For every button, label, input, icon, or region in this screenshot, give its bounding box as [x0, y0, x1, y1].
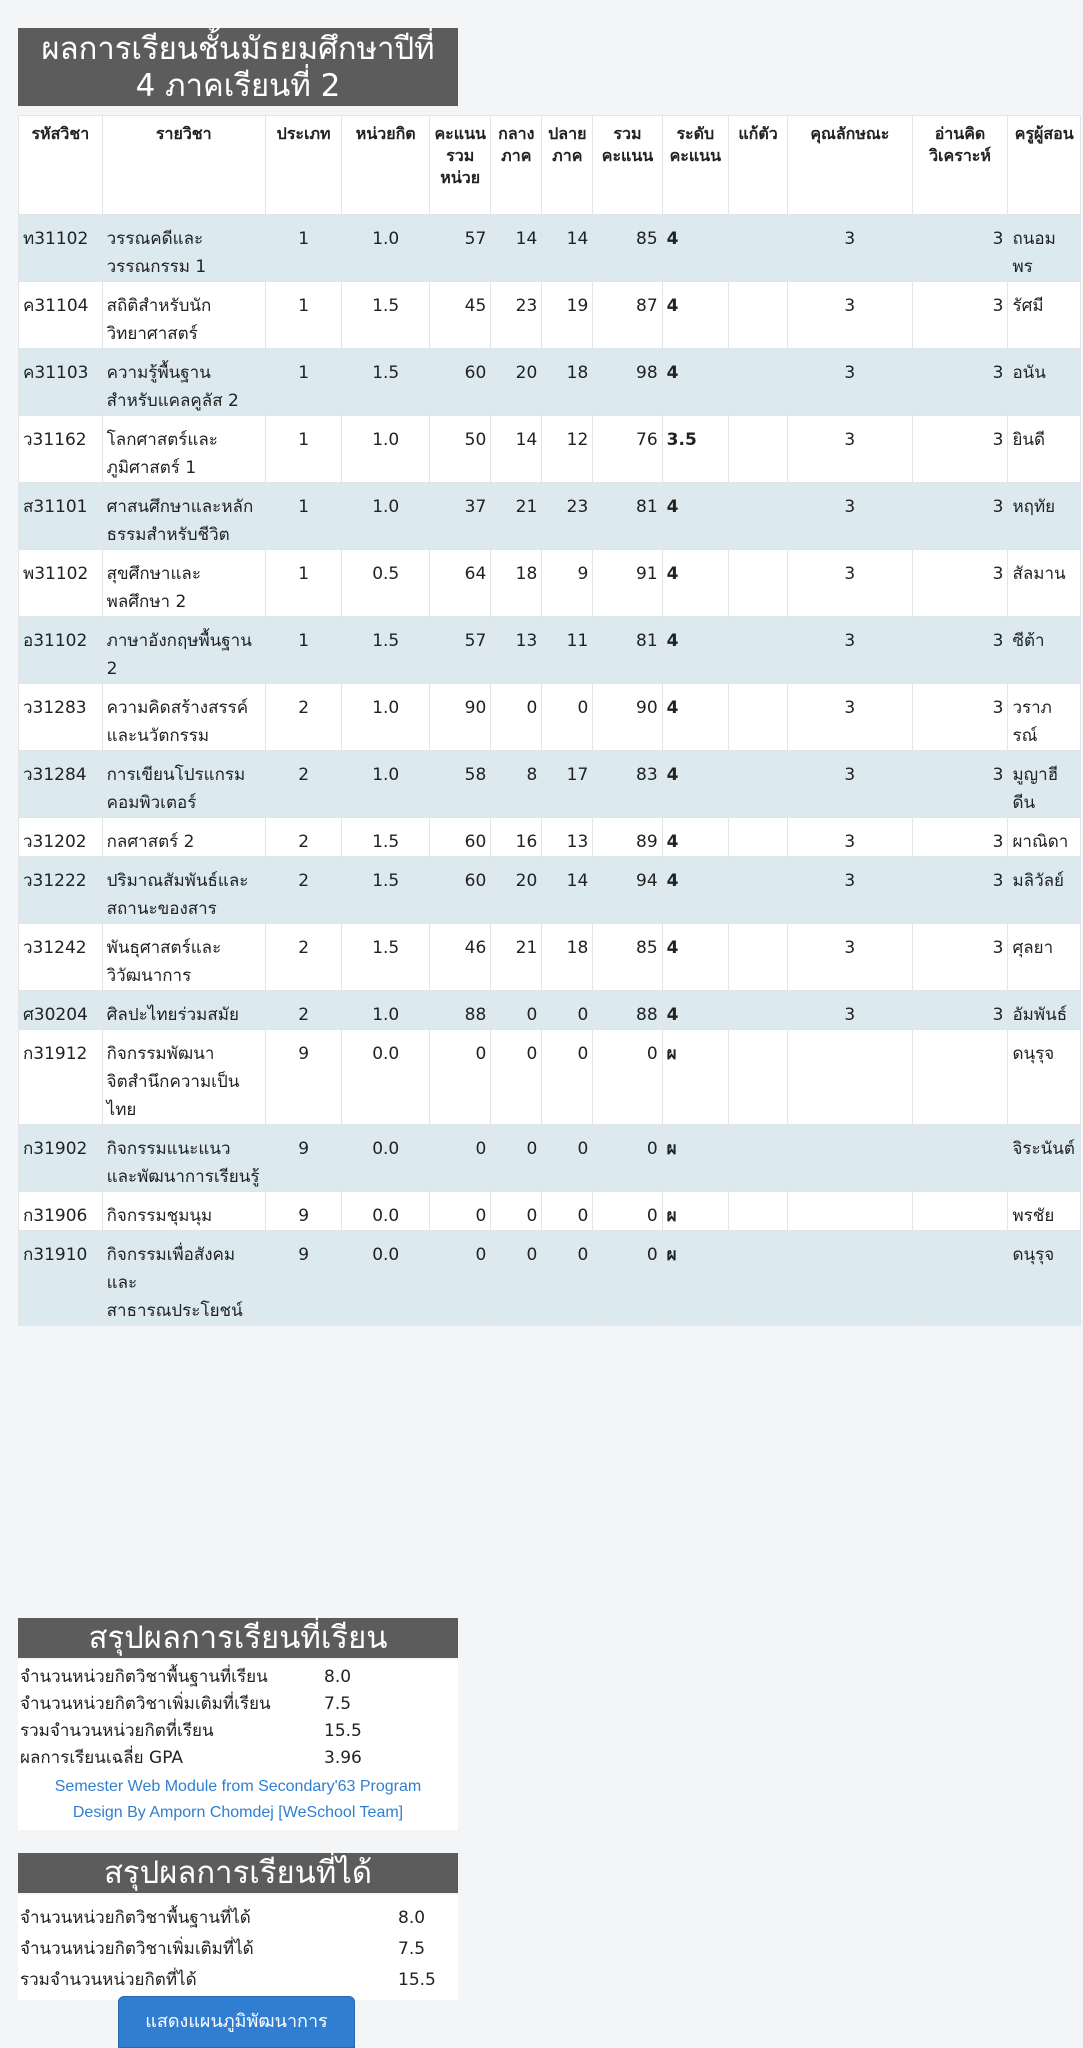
cell-retake: [728, 1231, 787, 1326]
page-title: [18, 28, 458, 106]
cell-teacher: สัลมาน: [1008, 550, 1081, 617]
cell-unit-score: 60: [430, 349, 491, 416]
gpa-value: 3.96: [324, 1748, 362, 1768]
cell-type: 9: [265, 1192, 342, 1231]
cell-reading-analysis: [912, 1030, 1008, 1125]
cell-total: 90: [593, 684, 662, 751]
cell-subject: ศิลปะไทยร่วมสมัย: [102, 991, 265, 1030]
table-row: [19, 1231, 1081, 1326]
cell-total: 89: [593, 818, 662, 857]
summary-label: รวมจำนวนหน่วยกิตที่เรียน: [20, 1721, 214, 1741]
cell-subject: กิจกรรมเพื่อสังคมและสาธารณประโยชน์: [102, 1231, 265, 1326]
cell-grade: 4: [662, 282, 728, 349]
summary-label: ผลการเรียนเฉลี่ย GPA: [20, 1748, 184, 1768]
cell-unit-score: 0: [430, 1192, 491, 1231]
cell-subject: ความรู้พื้นฐานสำหรับแคลคูลัส 2: [102, 349, 265, 416]
cell-reading-analysis: 3: [912, 751, 1008, 818]
table-row: [19, 991, 1081, 1030]
summary-label: จำนวนหน่วยกิตวิชาพื้นฐานที่เรียน: [20, 1667, 268, 1687]
cell-retake: [728, 857, 787, 924]
cell-final: 18: [542, 924, 593, 991]
cell-credits: 0.5: [342, 550, 430, 617]
cell-teacher: มูญาฮีดีน: [1008, 751, 1081, 818]
cell-code: ท31102: [19, 215, 103, 282]
cell-grade: ผ: [662, 1030, 728, 1125]
cell-total: 0: [593, 1030, 662, 1125]
table-row: [19, 282, 1081, 349]
table-row: [19, 1192, 1081, 1231]
cell-final: 0: [542, 1231, 593, 1326]
cell-teacher: ซีต้า: [1008, 617, 1081, 684]
cell-unit-score: 45: [430, 282, 491, 349]
cell-total: 85: [593, 215, 662, 282]
cell-characteristics: 3: [788, 215, 912, 282]
cell-grade: 4: [662, 617, 728, 684]
show-progress-chart-button[interactable]: แสดงแผนภูมิพัฒนาการ: [118, 1996, 355, 2048]
cell-retake: [728, 215, 787, 282]
cell-characteristics: 3: [788, 349, 912, 416]
summary-row: [18, 1934, 458, 1965]
cell-credits: 1.5: [342, 282, 430, 349]
cell-code: ว31283: [19, 684, 103, 751]
cell-subject: กิจกรรมแนะแนวและพัฒนาการเรียนรู้: [102, 1125, 265, 1192]
cell-code: อ31102: [19, 617, 103, 684]
cell-reading-analysis: 3: [912, 924, 1008, 991]
cell-credits: 0.0: [342, 1125, 430, 1192]
cell-unit-score: 57: [430, 215, 491, 282]
grades-table-body: [19, 215, 1081, 1326]
cell-final: 0: [542, 1192, 593, 1231]
cell-unit-score: 60: [430, 857, 491, 924]
table-row: [19, 684, 1081, 751]
header-teacher: ครูผู้สอน: [1008, 116, 1081, 215]
cell-code: ว31284: [19, 751, 103, 818]
summary-label: จำนวนหน่วยกิตวิชาเพิ่มเติมที่เรียน: [20, 1694, 271, 1714]
table-row: [19, 818, 1081, 857]
cell-final: 0: [542, 1030, 593, 1125]
summary-row: [18, 1664, 458, 1691]
cell-reading-analysis: 3: [912, 818, 1008, 857]
cell-reading-analysis: 3: [912, 684, 1008, 751]
header-final: ปลายภาค: [542, 116, 593, 215]
cell-midterm: 0: [491, 1192, 542, 1231]
cell-credits: 1.5: [342, 818, 430, 857]
cell-teacher: ถนอมพร: [1008, 215, 1081, 282]
cell-code: ก31910: [19, 1231, 103, 1326]
cell-credits: 1.5: [342, 617, 430, 684]
cell-retake: [728, 1125, 787, 1192]
cell-code: ศ30204: [19, 991, 103, 1030]
cell-unit-score: 46: [430, 924, 491, 991]
cell-type: 1: [265, 349, 342, 416]
cell-subject: สถิติสำหรับนักวิทยาศาสตร์: [102, 282, 265, 349]
table-row: [19, 751, 1081, 818]
cell-reading-analysis: [912, 1231, 1008, 1326]
cell-subject: ปริมาณสัมพันธ์และสถานะของสาร: [102, 857, 265, 924]
cell-grade: 4: [662, 684, 728, 751]
summary-row: [18, 1691, 458, 1718]
table-row: [19, 550, 1081, 617]
cell-credits: 1.5: [342, 349, 430, 416]
cell-grade: 3.5: [662, 416, 728, 483]
cell-characteristics: 3: [788, 282, 912, 349]
cell-unit-score: 0: [430, 1231, 491, 1326]
table-row: [19, 1125, 1081, 1192]
cell-midterm: 16: [491, 818, 542, 857]
cell-type: 2: [265, 857, 342, 924]
cell-teacher: อนัน: [1008, 349, 1081, 416]
cell-teacher: ดนุรุจ: [1008, 1030, 1081, 1125]
cell-credits: 1.0: [342, 684, 430, 751]
cell-type: 9: [265, 1125, 342, 1192]
cell-subject: กิจกรรมชุมนุม: [102, 1192, 265, 1231]
cell-type: 1: [265, 550, 342, 617]
page-title-line2: 4 ภาคเรียนที่ 2: [135, 68, 341, 104]
table-row: [19, 1030, 1081, 1125]
summary-enrolled-title: สรุปผลการเรียนที่เรียน: [18, 1618, 458, 1658]
credit-line-2: Design By Amporn Chomdej [WeSchool Team]: [72, 1804, 404, 1821]
summary-value: 8.0: [324, 1667, 352, 1687]
cell-code: ว31202: [19, 818, 103, 857]
cell-grade: 4: [662, 818, 728, 857]
cell-total: 81: [593, 617, 662, 684]
cell-type: 1: [265, 483, 342, 550]
credit-line-1: Semester Web Module from Secondary'63 Program: [54, 1778, 422, 1795]
header-midterm: กลางภาค: [491, 116, 542, 215]
header-reading-analysis: อ่านคิดวิเคราะห์: [912, 116, 1008, 215]
cell-reading-analysis: 3: [912, 857, 1008, 924]
cell-grade: 4: [662, 349, 728, 416]
summary-enrolled-box: [18, 1660, 458, 1830]
summary-row: [18, 1718, 458, 1745]
cell-final: 11: [542, 617, 593, 684]
credit-text: [18, 1774, 458, 1826]
cell-teacher: มลิวัลย์: [1008, 857, 1081, 924]
cell-code: ว31222: [19, 857, 103, 924]
cell-grade: 4: [662, 483, 728, 550]
summary-value: 7.5: [324, 1694, 352, 1714]
cell-midterm: 23: [491, 282, 542, 349]
cell-credits: 1.0: [342, 991, 430, 1030]
table-header-row: [19, 116, 1081, 215]
table-row: [19, 924, 1081, 991]
cell-final: 18: [542, 349, 593, 416]
cell-final: 9: [542, 550, 593, 617]
cell-midterm: 14: [491, 215, 542, 282]
header-retake: แก้ตัว: [728, 116, 787, 215]
cell-midterm: 21: [491, 924, 542, 991]
cell-retake: [728, 1192, 787, 1231]
summary-label: จำนวนหน่วยกิตวิชาพื้นฐานที่ได้: [20, 1908, 251, 1928]
header-type: ประเภท: [265, 116, 342, 215]
cell-midterm: 0: [491, 1030, 542, 1125]
cell-final: 12: [542, 416, 593, 483]
cell-retake: [728, 991, 787, 1030]
cell-credits: 1.5: [342, 857, 430, 924]
cell-final: 0: [542, 684, 593, 751]
cell-characteristics: [788, 1125, 912, 1192]
cell-credits: 0.0: [342, 1231, 430, 1326]
cell-code: ก31912: [19, 1030, 103, 1125]
cell-retake: [728, 416, 787, 483]
summary-value: 8.0: [398, 1908, 426, 1928]
cell-code: ค31104: [19, 282, 103, 349]
cell-type: 2: [265, 991, 342, 1030]
cell-characteristics: 3: [788, 991, 912, 1030]
cell-characteristics: 3: [788, 857, 912, 924]
cell-subject: กลศาสตร์ 2: [102, 818, 265, 857]
summary-earned-box: [18, 1895, 458, 2000]
cell-type: 2: [265, 684, 342, 751]
cell-final: 23: [542, 483, 593, 550]
cell-characteristics: [788, 1030, 912, 1125]
cell-type: 2: [265, 818, 342, 857]
cell-teacher: อัมพันธ์: [1008, 991, 1081, 1030]
summary-value: 15.5: [398, 1970, 436, 1990]
cell-grade: 4: [662, 215, 728, 282]
header-subject: รายวิชา: [102, 116, 265, 215]
cell-grade: ผ: [662, 1192, 728, 1231]
cell-midterm: 21: [491, 483, 542, 550]
cell-retake: [728, 818, 787, 857]
cell-reading-analysis: 3: [912, 991, 1008, 1030]
cell-grade: ผ: [662, 1125, 728, 1192]
cell-type: 2: [265, 924, 342, 991]
cell-midterm: 14: [491, 416, 542, 483]
cell-unit-score: 90: [430, 684, 491, 751]
cell-characteristics: 3: [788, 751, 912, 818]
cell-final: 0: [542, 1125, 593, 1192]
cell-teacher: รัศมี: [1008, 282, 1081, 349]
cell-characteristics: 3: [788, 617, 912, 684]
cell-retake: [728, 684, 787, 751]
cell-subject: กิจกรรมพัฒนาจิตสำนึกความเป็นไทย: [102, 1030, 265, 1125]
grades-table: [18, 115, 1081, 1326]
cell-credits: 0.0: [342, 1030, 430, 1125]
cell-total: 85: [593, 924, 662, 991]
cell-midterm: 20: [491, 349, 542, 416]
cell-total: 81: [593, 483, 662, 550]
summary-label: จำนวนหน่วยกิตวิชาเพิ่มเติมที่ได้: [20, 1939, 254, 1959]
cell-unit-score: 60: [430, 818, 491, 857]
cell-characteristics: 3: [788, 684, 912, 751]
cell-teacher: จิระนันต์: [1008, 1125, 1081, 1192]
header-code: รหัสวิชา: [19, 116, 103, 215]
cell-unit-score: 0: [430, 1030, 491, 1125]
cell-total: 0: [593, 1125, 662, 1192]
page-title-line1: ผลการเรียนชั้นมัธยมศึกษาปีที่: [41, 31, 435, 67]
cell-total: 98: [593, 349, 662, 416]
cell-reading-analysis: 3: [912, 416, 1008, 483]
cell-subject: การเขียนโปรแกรมคอมพิวเตอร์: [102, 751, 265, 818]
cell-total: 0: [593, 1231, 662, 1326]
cell-total: 83: [593, 751, 662, 818]
cell-subject: ศาสนศึกษาและหลักธรรมสำหรับชีวิต: [102, 483, 265, 550]
cell-grade: 4: [662, 924, 728, 991]
cell-midterm: 8: [491, 751, 542, 818]
cell-final: 19: [542, 282, 593, 349]
cell-unit-score: 50: [430, 416, 491, 483]
cell-total: 76: [593, 416, 662, 483]
cell-code: ว31162: [19, 416, 103, 483]
cell-midterm: 18: [491, 550, 542, 617]
cell-code: พ31102: [19, 550, 103, 617]
cell-subject: วรรณคดีและวรรณกรรม 1: [102, 215, 265, 282]
header-total: รวมคะแนน: [593, 116, 662, 215]
summary-row: [18, 1745, 458, 1772]
cell-final: 14: [542, 857, 593, 924]
cell-retake: [728, 1030, 787, 1125]
cell-type: 9: [265, 1030, 342, 1125]
cell-subject: พันธุศาสตร์และวิวัฒนาการ: [102, 924, 265, 991]
table-row: [19, 617, 1081, 684]
summary-row: [18, 1965, 458, 1996]
cell-subject: ภาษาอังกฤษพื้นฐาน 2: [102, 617, 265, 684]
cell-final: 17: [542, 751, 593, 818]
header-characteristics: คุณลักษณะ: [788, 116, 912, 215]
cell-code: ค31103: [19, 349, 103, 416]
cell-type: 1: [265, 282, 342, 349]
cell-unit-score: 64: [430, 550, 491, 617]
cell-characteristics: 3: [788, 483, 912, 550]
cell-code: ก31902: [19, 1125, 103, 1192]
cell-characteristics: 3: [788, 924, 912, 991]
cell-credits: 1.0: [342, 751, 430, 818]
cell-midterm: 0: [491, 991, 542, 1030]
cell-teacher: ดนุรุจ: [1008, 1231, 1081, 1326]
cell-grade: ผ: [662, 1231, 728, 1326]
cell-type: 1: [265, 617, 342, 684]
cell-grade: 4: [662, 991, 728, 1030]
summary-earned-title: สรุปผลการเรียนที่ได้: [18, 1853, 458, 1893]
cell-unit-score: 0: [430, 1125, 491, 1192]
cell-reading-analysis: 3: [912, 215, 1008, 282]
cell-final: 13: [542, 818, 593, 857]
cell-teacher: ผาณิดา: [1008, 818, 1081, 857]
cell-midterm: 0: [491, 684, 542, 751]
cell-total: 91: [593, 550, 662, 617]
cell-reading-analysis: 3: [912, 282, 1008, 349]
summary-value: 15.5: [324, 1721, 362, 1741]
cell-reading-analysis: 3: [912, 483, 1008, 550]
cell-credits: 1.0: [342, 483, 430, 550]
cell-credits: 1.0: [342, 215, 430, 282]
cell-characteristics: 3: [788, 416, 912, 483]
cell-retake: [728, 924, 787, 991]
cell-retake: [728, 483, 787, 550]
cell-characteristics: [788, 1231, 912, 1326]
cell-reading-analysis: 3: [912, 550, 1008, 617]
cell-subject: ความคิดสร้างสรรค์และนวัตกรรม: [102, 684, 265, 751]
cell-final: 14: [542, 215, 593, 282]
cell-code: ก31906: [19, 1192, 103, 1231]
cell-code: ส31101: [19, 483, 103, 550]
cell-teacher: ศุลยา: [1008, 924, 1081, 991]
table-row: [19, 349, 1081, 416]
cell-teacher: วราภรณ์: [1008, 684, 1081, 751]
cell-midterm: 0: [491, 1125, 542, 1192]
cell-retake: [728, 751, 787, 818]
summary-value: 7.5: [398, 1939, 426, 1959]
cell-characteristics: 3: [788, 818, 912, 857]
cell-characteristics: [788, 1192, 912, 1231]
cell-unit-score: 88: [430, 991, 491, 1030]
cell-final: 0: [542, 991, 593, 1030]
cell-total: 87: [593, 282, 662, 349]
cell-reading-analysis: [912, 1192, 1008, 1231]
table-row: [19, 857, 1081, 924]
cell-grade: 4: [662, 751, 728, 818]
table-row: [19, 416, 1081, 483]
cell-reading-analysis: 3: [912, 349, 1008, 416]
cell-teacher: หฤทัย: [1008, 483, 1081, 550]
header-grade: ระดับคะแนน: [662, 116, 728, 215]
cell-midterm: 0: [491, 1231, 542, 1326]
cell-code: ว31242: [19, 924, 103, 991]
cell-unit-score: 57: [430, 617, 491, 684]
cell-reading-analysis: 3: [912, 617, 1008, 684]
cell-type: 9: [265, 1231, 342, 1326]
cell-unit-score: 37: [430, 483, 491, 550]
cell-midterm: 20: [491, 857, 542, 924]
table-row: [19, 483, 1081, 550]
cell-total: 0: [593, 1192, 662, 1231]
summary-label: รวมจำนวนหน่วยกิตที่ได้: [20, 1970, 197, 1990]
cell-grade: 4: [662, 857, 728, 924]
header-unit-score: คะแนนรวมหน่วย: [430, 116, 491, 215]
cell-type: 1: [265, 215, 342, 282]
cell-retake: [728, 282, 787, 349]
cell-credits: 0.0: [342, 1192, 430, 1231]
summary-row: [18, 1903, 458, 1934]
cell-type: 2: [265, 751, 342, 818]
cell-retake: [728, 550, 787, 617]
cell-teacher: ยินดี: [1008, 416, 1081, 483]
cell-credits: 1.0: [342, 416, 430, 483]
header-credits: หน่วยกิต: [342, 116, 430, 215]
cell-type: 1: [265, 416, 342, 483]
cell-unit-score: 58: [430, 751, 491, 818]
cell-credits: 1.5: [342, 924, 430, 991]
cell-reading-analysis: [912, 1125, 1008, 1192]
cell-total: 94: [593, 857, 662, 924]
cell-total: 88: [593, 991, 662, 1030]
cell-retake: [728, 617, 787, 684]
cell-teacher: พรชัย: [1008, 1192, 1081, 1231]
cell-subject: โลกศาสตร์และภูมิศาสตร์ 1: [102, 416, 265, 483]
cell-retake: [728, 349, 787, 416]
cell-characteristics: 3: [788, 550, 912, 617]
cell-subject: สุขศึกษาและพลศึกษา 2: [102, 550, 265, 617]
table-row: [19, 215, 1081, 282]
cell-grade: 4: [662, 550, 728, 617]
cell-midterm: 13: [491, 617, 542, 684]
